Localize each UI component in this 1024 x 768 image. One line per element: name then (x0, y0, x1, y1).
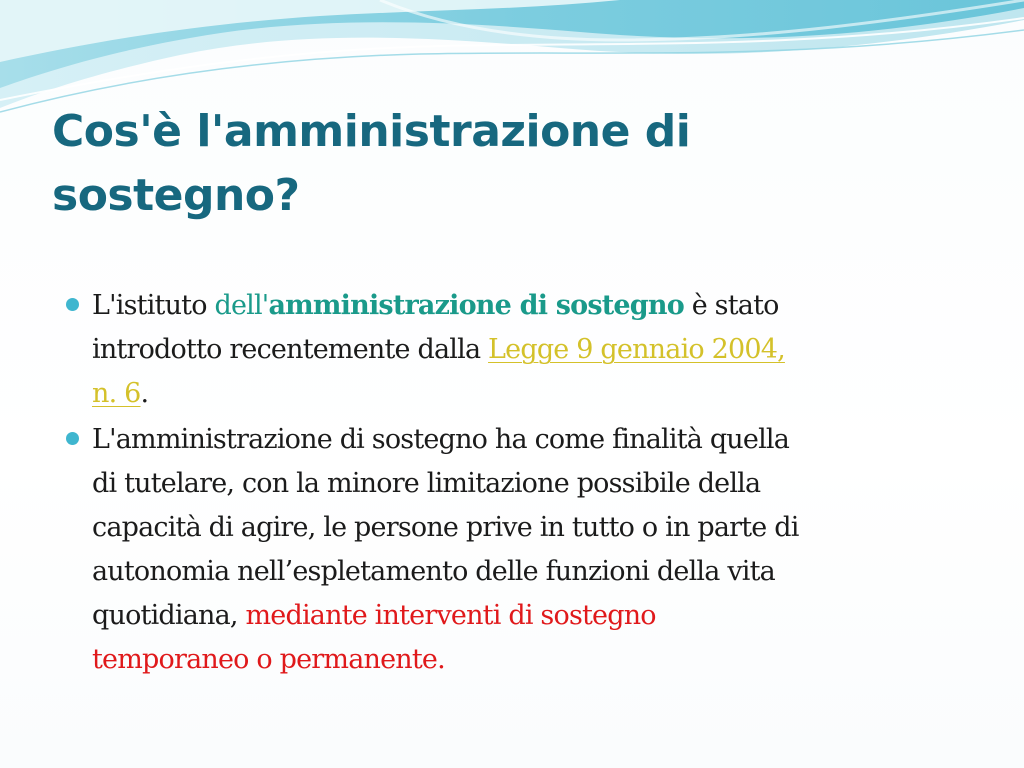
bullet-2-line-5 (92, 594, 962, 638)
bullet-dot-icon (66, 432, 79, 445)
title-line-1: Cos'è l'amministrazione di (52, 106, 691, 157)
bullet-2-line-4: autonomia nell’espletamento delle funzioni della vita (92, 556, 775, 587)
law-link-continued[interactable]: n. 6 (92, 378, 141, 409)
highlight-bold-text: amministrazione di sostegno (268, 290, 684, 321)
bullet-2-line-2: di tutelare, con la minore limitazione possibile della (92, 468, 761, 499)
title-line-2: sostegno? (52, 170, 300, 221)
bullet-2-line-3: capacità di agire, le persone prive in tutto o in parte di (92, 512, 799, 543)
text-span: L'istituto (92, 290, 215, 321)
bullet-1-line-3 (92, 372, 962, 416)
content-body (62, 284, 962, 684)
text-span: quotidiana, (92, 600, 246, 631)
law-link[interactable]: Legge 9 gennaio 2004, (488, 334, 785, 365)
bullet-item-1 (62, 284, 962, 416)
highlight-text: dell' (214, 290, 269, 321)
bullet-2-line-1: L'amministrazione di sostegno ha come finalità quella (92, 424, 790, 455)
bullet-item-2 (62, 418, 962, 682)
text-span: introdotto recentemente dalla (92, 334, 489, 365)
text-span: . (140, 378, 149, 409)
emphasis-text: mediante interventi di sostegno (245, 600, 656, 631)
bullet-1-line-1 (92, 284, 962, 328)
bullet-1-line-2 (92, 328, 962, 372)
text-span: è stato (683, 290, 779, 321)
page-title (52, 100, 952, 228)
bullet-dot-icon (66, 298, 79, 311)
bullet-2-line-6: temporaneo o permanente. (92, 644, 445, 675)
